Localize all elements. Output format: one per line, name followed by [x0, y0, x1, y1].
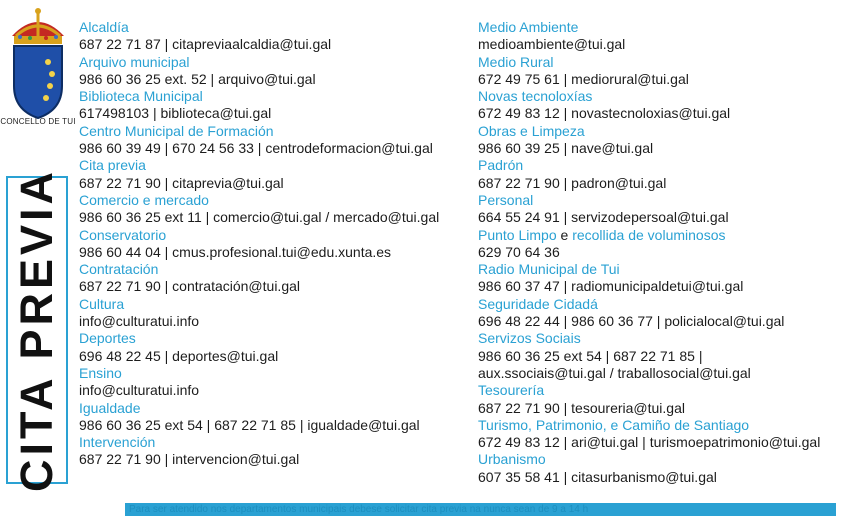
contact-line: 687 22 71 90 | citaprevia@tui.gal	[79, 174, 284, 191]
side-title-box	[6, 167, 68, 493]
contact-line: 629 70 64 36	[478, 243, 560, 260]
directory-entry	[79, 434, 454, 469]
department-name	[478, 382, 853, 399]
department-name-text: Contratación	[79, 261, 159, 278]
department-name	[478, 157, 853, 174]
contact-line: 986 60 44 04 | cmus.profesional.tui@edu.xunta.es	[79, 243, 392, 260]
department-name	[79, 192, 454, 209]
department-name-text: Medio Ambiente	[478, 19, 579, 35]
directory-entry	[79, 192, 454, 227]
department-name-text: Personal	[478, 191, 534, 208]
directory-entry	[478, 54, 853, 89]
department-name-text: Turismo, Patrimonio, e Camiño de Santiago	[478, 416, 750, 433]
directory-entry	[79, 227, 454, 262]
contact-line: 672 49 75 61 | mediorural@tui.gal	[478, 70, 689, 87]
department-name-text: Seguridade Cidadá	[478, 295, 598, 312]
department-name	[79, 157, 454, 174]
department-name	[79, 330, 454, 347]
directory-entry	[79, 123, 454, 158]
department-name-text: Padrón	[478, 157, 524, 174]
department-name	[79, 434, 454, 451]
contact-line: 986 60 36 25 ext 54 | 687 22 71 85 |	[478, 347, 703, 364]
directory-entry	[79, 19, 454, 54]
directory-entry	[478, 382, 853, 417]
department-name	[478, 261, 853, 278]
contact-line: 672 49 83 12 | ari@tui.gal | turismoepatrimonio@tui.gal	[478, 434, 821, 451]
contact-line: 617498103 | biblioteca@tui.gal	[79, 105, 272, 122]
contact-line: 687 22 71 90 | tesoureria@tui.gal	[478, 399, 685, 416]
contact-line: 687 22 71 90 | contratación@tui.gal	[79, 278, 300, 295]
department-name-text: Novas tecnoloxías	[478, 88, 593, 105]
department-name	[478, 123, 853, 140]
department-name-text: Cultura	[79, 295, 125, 312]
contact-line: info@culturatui.info	[79, 313, 200, 330]
department-name	[478, 451, 853, 468]
contact-line: info@culturatui.info	[79, 382, 200, 399]
directory-entry	[478, 296, 853, 331]
directory-entry	[79, 54, 454, 89]
department-name-text: Medio Rural	[478, 53, 554, 70]
department-name	[79, 227, 454, 244]
contact-line: 687 22 71 90 | intervencion@tui.gal	[79, 451, 300, 468]
department-name-text: Biblioteca Municipal	[79, 88, 203, 105]
contact-line: 696 48 22 45 | deportes@tui.gal	[79, 347, 279, 364]
directory-entry	[478, 227, 853, 262]
department-name	[478, 192, 853, 209]
contact-line: 696 48 22 44 | 986 60 36 77 | policialocal@tui.gal	[478, 313, 785, 330]
department-name	[79, 296, 454, 313]
directory-entry	[478, 123, 853, 158]
contact-line: 986 60 39 49 | 670 24 56 33 | centrodeformacion@tui.gal	[79, 140, 433, 157]
contact-line: aux.ssociais@tui.gal / traballosocial@tui.gal	[478, 364, 751, 381]
contact-line: 607 35 58 41 | citasurbanismo@tui.gal	[478, 468, 717, 485]
directory-entry	[478, 192, 853, 227]
contact-line: medioambiente@tui.gal	[478, 36, 626, 53]
department-name-text: Deportes	[79, 330, 136, 347]
contact-line: 687 22 71 90 | padron@tui.gal	[478, 174, 667, 191]
department-name-text: Centro Municipal de Formación	[79, 122, 274, 139]
department-name-joiner: e	[556, 226, 573, 243]
department-name	[79, 123, 454, 140]
directory-entry	[79, 88, 454, 123]
department-name	[478, 54, 853, 71]
footer-banner: Para ser atendido nos departamentos municipais debese solicitar cita previa na nunca sean de 9 a 14 h	[125, 503, 836, 516]
department-name-text: Obras e Limpeza	[478, 122, 585, 139]
side-title: CITA PREVIA	[11, 167, 62, 493]
coat-of-arms-logo	[6, 6, 70, 134]
directory-entry	[478, 88, 853, 123]
directory-entry	[478, 417, 853, 452]
department-name-text: Intervención	[79, 434, 156, 451]
directory-entry	[478, 19, 853, 54]
directory-entry	[79, 157, 454, 192]
directory-entry	[478, 451, 853, 486]
department-name	[79, 261, 454, 278]
contact-line: 672 49 83 12 | novastecnoloxias@tui.gal	[478, 105, 731, 122]
left-directory-column	[79, 19, 454, 469]
department-name-text: Servizos Sociais	[478, 330, 581, 347]
department-name-text: Arquivo municipal	[79, 53, 190, 70]
contact-line: 986 60 36 25 ext. 52 | arquivo@tui.gal	[79, 70, 316, 87]
department-name-text: Tesourería	[478, 382, 545, 399]
department-name-text: Alcaldía	[79, 19, 129, 35]
contact-line: 986 60 37 47 | radiomunicipaldetui@tui.gal	[478, 278, 744, 295]
directory-entry	[79, 296, 454, 331]
department-name-text: Punto Limpo	[478, 226, 557, 243]
contact-line: 986 60 39 25 | nave@tui.gal	[478, 140, 654, 157]
contact-line: 664 55 24 91 | servizodepersoal@tui.gal	[478, 209, 729, 226]
department-name	[79, 88, 454, 105]
directory-entry	[79, 261, 454, 296]
department-name	[478, 88, 853, 105]
department-name-text: Urbanismo	[478, 451, 546, 468]
department-name	[79, 19, 454, 36]
department-name	[478, 19, 853, 36]
contact-line: 687 22 71 87 | citapreviaalcaldia@tui.gal	[79, 36, 332, 53]
directory-entry	[478, 261, 853, 296]
directory-entry	[478, 330, 853, 382]
contact-line: 986 60 36 25 ext 11 | comercio@tui.gal / mercado@tui.gal	[79, 209, 440, 226]
department-name-extra: recollida de voluminosos	[572, 226, 726, 243]
contact-line: 986 60 36 25 ext 54 | 687 22 71 85 | igualdade@tui.gal	[79, 416, 420, 433]
department-name	[478, 417, 853, 434]
logo-caption: CONCELLO DE TUI	[0, 117, 76, 126]
department-name-text: Igualdade	[79, 399, 141, 416]
directory-entry	[478, 157, 853, 192]
tui-crest-icon	[6, 6, 70, 124]
department-name-text: Cita previa	[79, 157, 146, 174]
department-name	[478, 227, 853, 244]
department-name-text: Ensino	[79, 364, 122, 381]
department-name	[478, 330, 853, 347]
department-name	[478, 296, 853, 313]
directory-entry	[79, 365, 454, 400]
department-name	[79, 400, 454, 417]
department-name	[79, 365, 454, 382]
directory-entry	[79, 330, 454, 365]
right-directory-column	[478, 19, 853, 486]
department-name-text: Conservatorio	[79, 226, 167, 243]
department-name-text: Radio Municipal de Tui	[478, 261, 620, 278]
department-name-text: Comercio e mercado	[79, 191, 209, 208]
directory-entry	[79, 400, 454, 435]
department-name	[79, 54, 454, 71]
